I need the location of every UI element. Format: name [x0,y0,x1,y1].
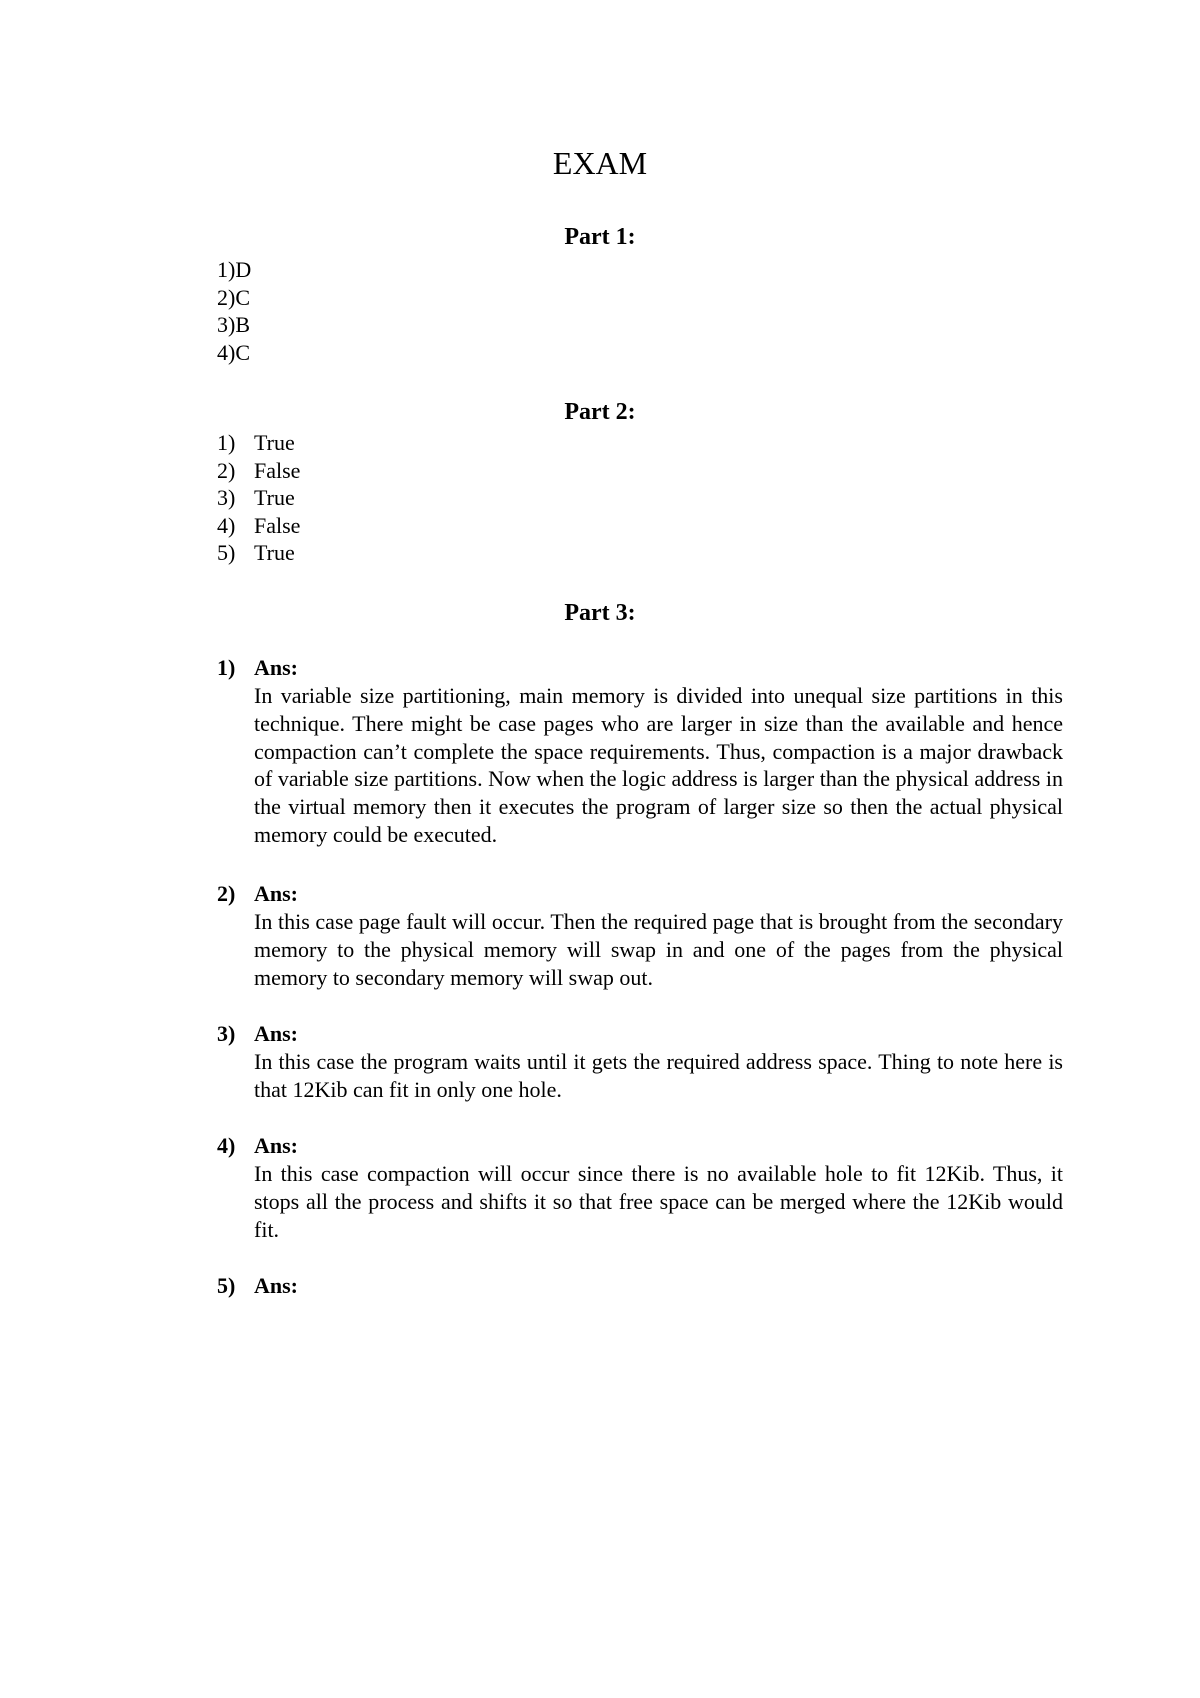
part-1-answer: 3)B [217,312,250,338]
part-2-answer [217,484,300,512]
answer-label: Ans: [254,881,299,906]
answer-text: In this case the program waits until it gets the required address space. Thing to note here is that 12Kib can fit in only one hole. [254,1049,1063,1102]
answer-number: 1) [217,655,236,680]
answer-label: Ans: [254,1133,299,1158]
answer-label: Ans: [254,1021,299,1046]
answer-number: 3) [217,485,236,511]
answer-heading [217,1132,1063,1160]
part-2-answer [217,429,300,457]
answer-text: In variable size partitioning, main memory is divided into unequal size partitions in this technique. There might be case pages who are larger in size than the available and hence compaction can’t complete the space requirements. Thus, compaction is a major drawback of variable size partitions. Now when the logic address is larger than the physical address in the virtual memory then it executes the program of larger size so then the actual physical memory could be executed. [254,683,1063,847]
document-title: EXAM [552,145,648,181]
answer-text: In this case page fault will occur. Then the required page that is brought from the secondary memory to the physical memory will swap in and one of the pages from the physical memory to secondary memory will swap out. [254,909,1063,990]
part-3-answer-3 [217,1020,1063,1104]
answer-number: 4) [217,512,236,538]
part-3-answer-5 [217,1272,1063,1300]
answer-number: 4) [217,1133,236,1158]
part-2-answer [217,512,300,540]
part-3-heading: Part 3: [564,600,636,626]
answer-label: Ans: [254,1273,299,1298]
answer-value: True [254,430,295,455]
answer-value: False [254,457,301,483]
part-1-answer: 4)C [217,339,250,365]
part-3-answer-2 [217,880,1063,991]
answer-number: 2) [217,457,236,483]
part-1-answer-list [217,256,251,366]
answer-value: True [254,485,295,511]
part-1-answer: 2)C [217,284,250,310]
part-2-answer [217,539,300,567]
answer-number: 2) [217,881,236,906]
answer-heading [217,880,1063,908]
answer-number: 3) [217,1021,236,1046]
answer-heading [217,1020,1063,1048]
answer-value: True [254,540,295,566]
answer-value: False [254,512,301,538]
part-3-answer-1 [217,654,1063,849]
answer-heading [217,1272,1063,1300]
answer-number: 1) [217,430,236,455]
answer-number: 5) [217,540,236,566]
part-1-answer: 1)D [217,257,252,282]
answer-text: In this case compaction will occur since there is no available hole to fit 12Kib. Thus, it stops all the process and shifts it so that free space can be merged where the 12Kib would fit. [254,1161,1063,1242]
part-2-answer [217,457,300,485]
answer-heading [217,654,1063,682]
part-2-heading: Part 2: [564,399,636,425]
part-3-answer-4 [217,1132,1063,1243]
part-2-answer-list [217,429,300,567]
answer-number: 5) [217,1273,236,1298]
answer-label: Ans: [254,655,299,680]
part-1-heading: Part 1: [564,224,636,250]
